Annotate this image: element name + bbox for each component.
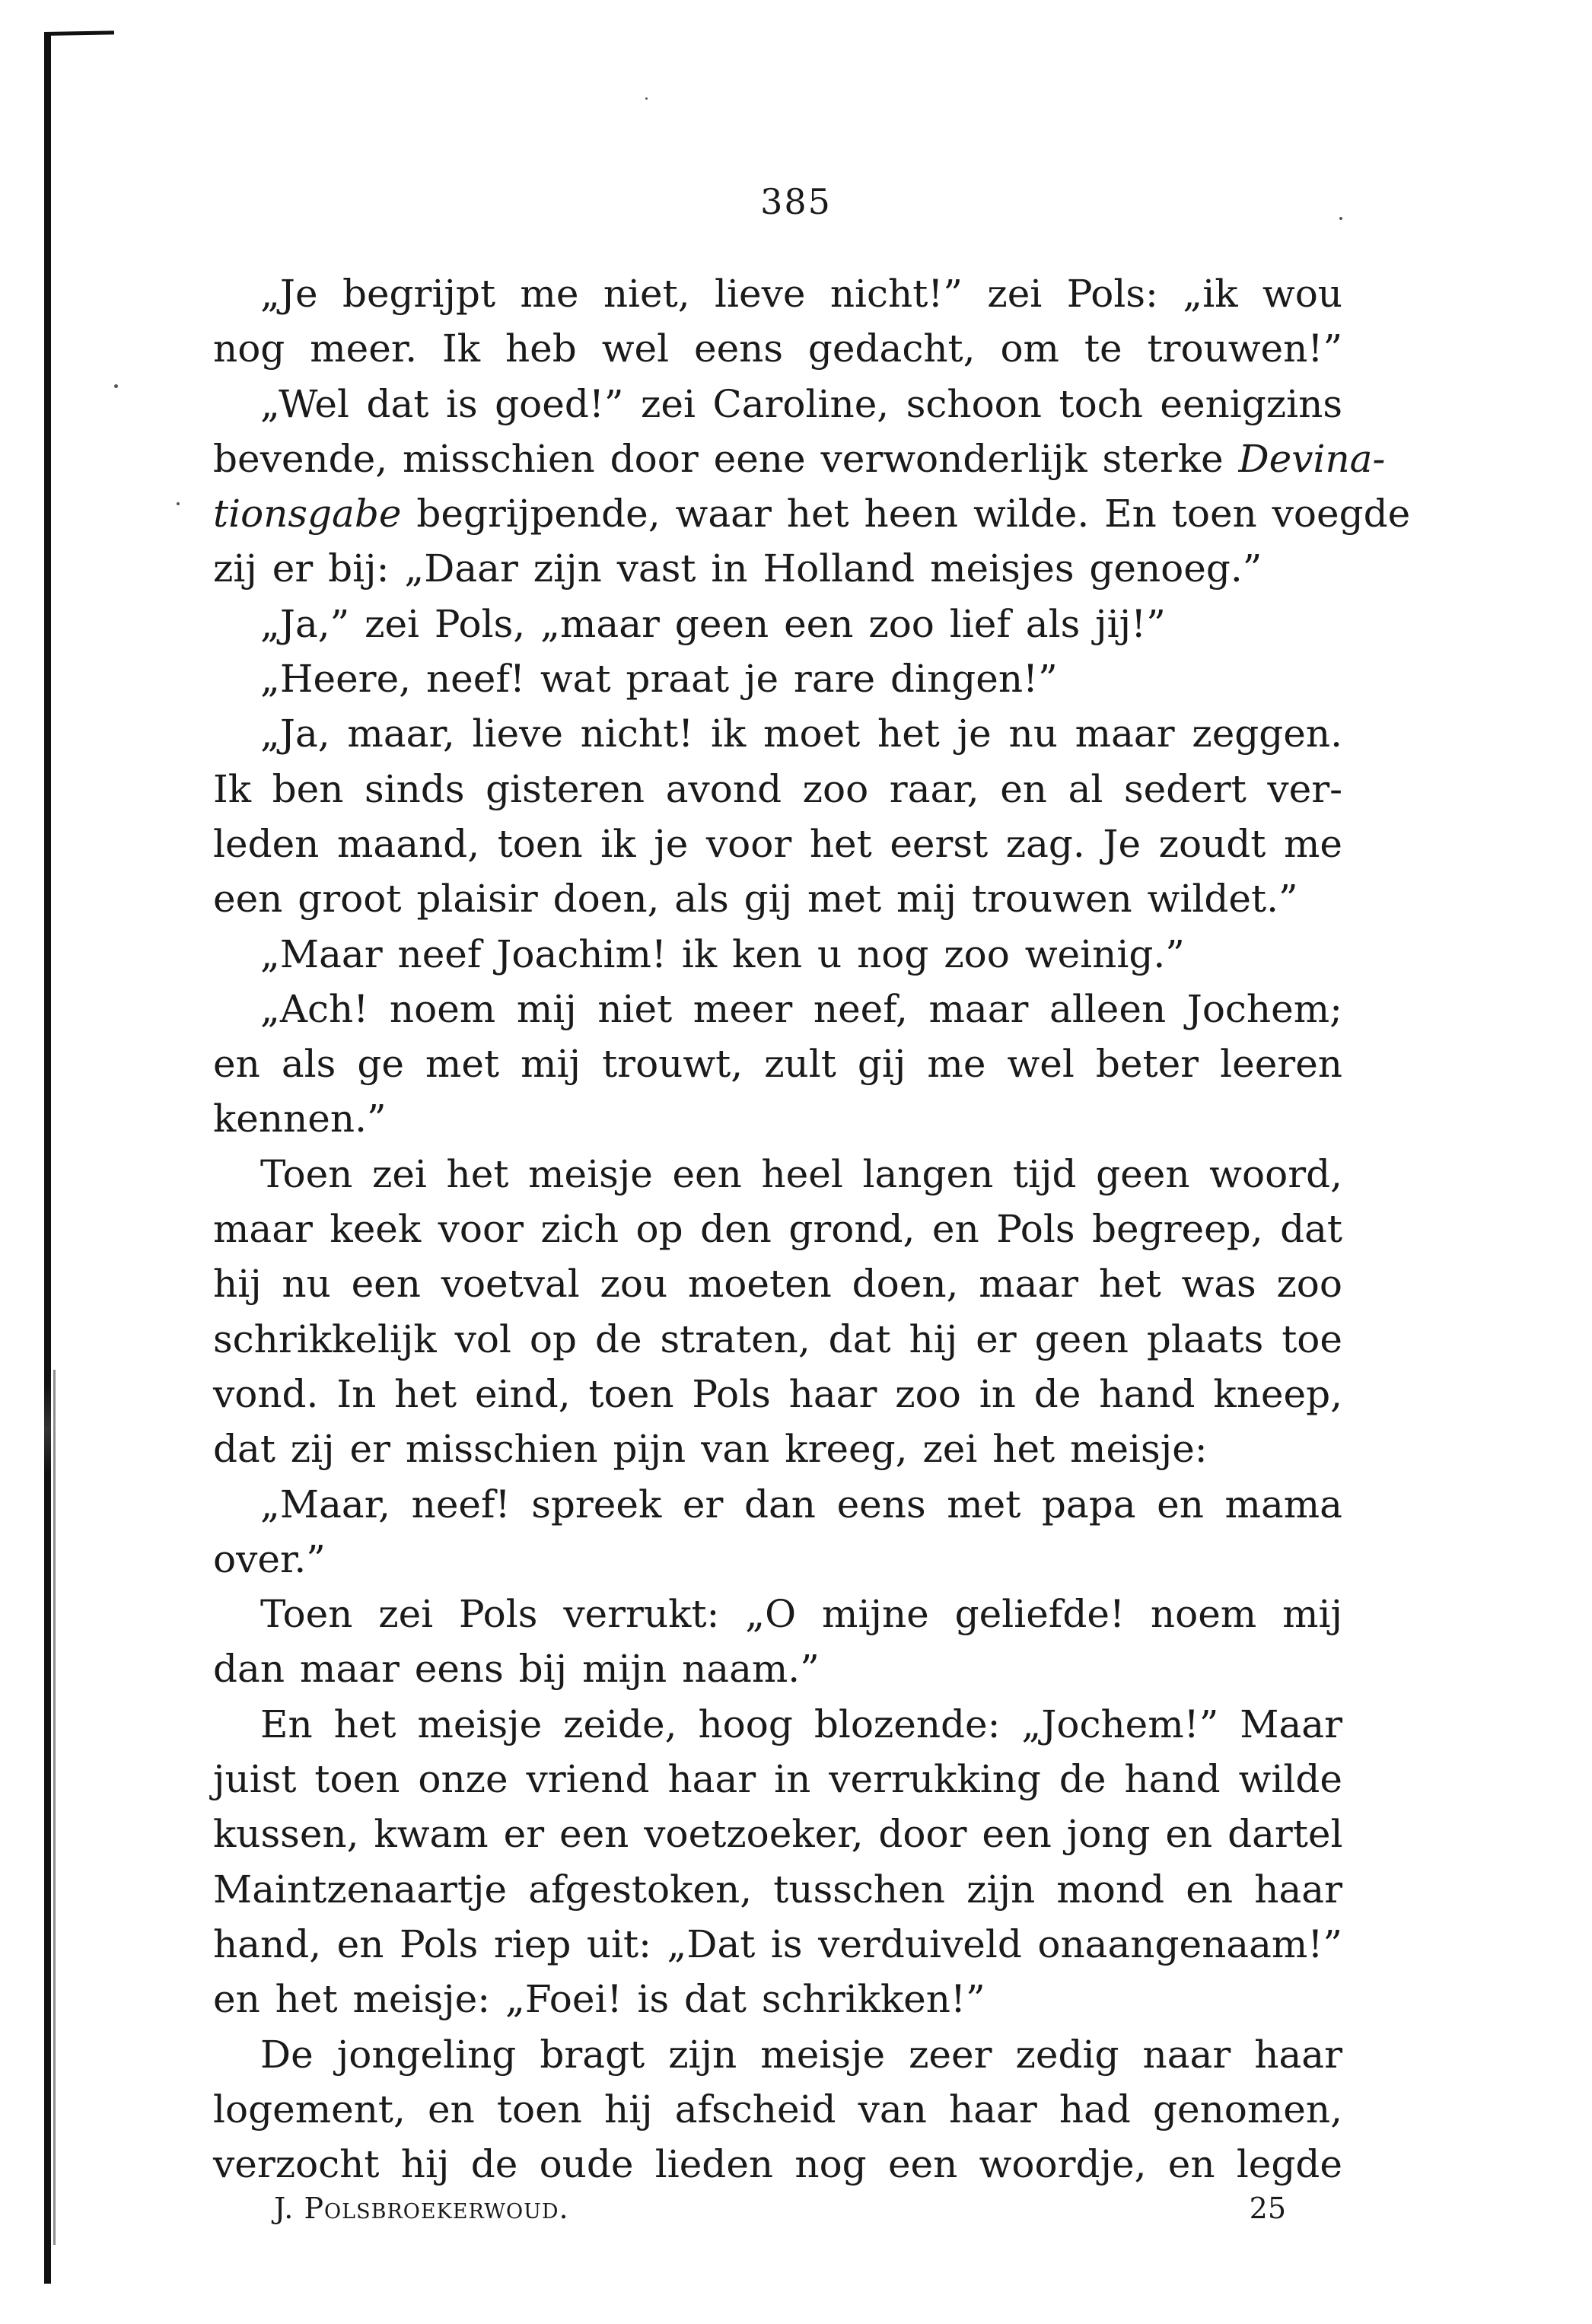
- scan-edge-left: [44, 35, 51, 2284]
- line-text: over.”: [213, 1536, 326, 1581]
- text-line: [213, 1862, 1342, 1917]
- line-text: „Heere, neef! wat praat je rare dingen!”: [260, 657, 1058, 702]
- signature-name: Polsbroekerwoud.: [304, 2192, 569, 2225]
- page-number: 385: [760, 181, 832, 222]
- text-line: [213, 431, 1386, 486]
- line-text: vond. In het eind, toen Pols haar zoo in de hand kneep,: [213, 1371, 1342, 1416]
- line-text: „Maar, neef! spreek er dan eens met papa en mama: [260, 1482, 1342, 1527]
- line-text: kussen, kwam er een voetzoeker, door een jong en dartel: [213, 1812, 1343, 1857]
- italic-term: tionsgabe: [213, 492, 402, 536]
- text-line: [213, 486, 1411, 541]
- body-text: [213, 266, 1411, 2192]
- text-line: [213, 927, 1342, 982]
- line-text: hand, en Pols riep uit: „Dat is verduiveld onaangenaam!”: [213, 1921, 1342, 1966]
- text-line: [213, 2137, 1342, 2192]
- line-text: Toen zei Pols verrukt: „O mijne geliefde! noem mij: [260, 1592, 1342, 1637]
- text-line: [213, 1091, 1342, 1146]
- line-text: leden maand, toen ik je voor het eerst zag. Je zoudt me: [213, 821, 1342, 866]
- text-line: [213, 2027, 1342, 2082]
- text-line: [213, 1036, 1342, 1091]
- signature-initial: J.: [274, 2192, 295, 2225]
- line-text: kennen.”: [213, 1097, 387, 1141]
- text-line: [213, 1587, 1342, 1641]
- text-line: [213, 651, 1342, 706]
- signature-mark: [274, 2192, 569, 2225]
- line-text: De jongeling bragt zijn meisje zeer zedig naar haar: [260, 2032, 1342, 2077]
- text-line: [213, 1697, 1342, 1752]
- sheet-number: 25: [1249, 2192, 1286, 2225]
- line-text: verzocht hij de oude lieden nog een woordje, en legde: [213, 2142, 1342, 2187]
- text-line: [213, 1532, 1342, 1587]
- text-line: [213, 1421, 1342, 1476]
- line-text: „Ach! noem mij niet meer neef, maar alleen Jochem;: [260, 986, 1342, 1031]
- line-text: dan maar eens bij mijn naam.”: [213, 1647, 820, 1692]
- line-text: en het meisje: „Foei! is dat schrikken!”: [213, 1977, 985, 2022]
- text-line: [213, 1202, 1342, 1256]
- text-line: [213, 1312, 1342, 1367]
- line-text: Toen zei het meisje een heel langen tijd geen woord,: [260, 1151, 1342, 1196]
- text-line: [213, 1477, 1342, 1532]
- line-text: „Je begrijpt me niet, lieve nicht!” zei Pols: „ik wou: [260, 272, 1342, 316]
- text-line: [213, 266, 1342, 321]
- line-text: schrikkelijk vol op de straten, dat hij er geen plaats toe: [213, 1316, 1342, 1361]
- line-text: hij nu een voetval zou moeten doen, maar het was zoo: [213, 1262, 1342, 1307]
- text-line: [213, 706, 1342, 761]
- text-line: [213, 1367, 1342, 1421]
- text-line: [213, 982, 1342, 1036]
- text-line: [213, 817, 1342, 871]
- line-text: een groot plaisir doen, als gij met mij trouwen wildet.”: [213, 877, 1298, 922]
- text-line: [213, 1807, 1342, 1861]
- scan-edge-top: [44, 30, 114, 36]
- line-text: bevende, misschien door eene verwonderlijk sterke: [213, 436, 1239, 481]
- line-text: logement, en toen hij afscheid van haar had genomen,: [213, 2087, 1342, 2131]
- text-line: [213, 1641, 1342, 1696]
- text-line: [213, 541, 1342, 596]
- scan-speck: [645, 97, 648, 100]
- line-text: nog meer. Ik heb wel eens gedacht, om te trouwen!”: [213, 326, 1342, 371]
- line-text: „Wel dat is goed!” zei Caroline, schoon toch eenigzins: [260, 381, 1342, 426]
- scan-speck: [177, 502, 180, 505]
- text-line: [213, 1256, 1342, 1311]
- text-line: [213, 1917, 1342, 1972]
- text-line: [213, 1147, 1342, 1202]
- line-text: En het meisje zeide, hoog blozende: „Jochem!” Maar: [260, 1702, 1342, 1746]
- text-line: [213, 1972, 1342, 2026]
- text-line: [213, 871, 1342, 926]
- text-line: [213, 2082, 1342, 2137]
- line-text: en als ge met mij trouwt, zult gij me wel beter leeren: [213, 1042, 1342, 1087]
- line-text: „Ja,” zei Pols, „maar geen een zoo lief als jij!”: [260, 601, 1166, 646]
- text-line: [213, 762, 1342, 817]
- line-text: Maintzenaartje afgestoken, tusschen zijn mond en haar: [213, 1867, 1342, 1912]
- text-line: [213, 377, 1342, 431]
- text-line: [213, 321, 1342, 376]
- scan-edge-left-shadow: [53, 1370, 56, 2245]
- line-text: maar keek voor zich op den grond, en Pols begreep, dat: [213, 1207, 1342, 1252]
- page-footer: [274, 2192, 1286, 2237]
- line-text: juist toen onze vriend haar in verrukking de hand wilde: [213, 1757, 1342, 1802]
- italic-term: Devina-: [1238, 436, 1386, 481]
- line-text: begrijpende, waar het heen wilde. En toen voegde: [401, 492, 1411, 536]
- scan-speck: [114, 384, 118, 388]
- line-text: zij er bij: „Daar zijn vast in Holland meisjes genoeg.”: [213, 546, 1262, 591]
- text-line: [213, 1752, 1342, 1807]
- line-text: „Maar neef Joachim! ik ken u nog zoo weinig.”: [260, 931, 1185, 976]
- text-line: [213, 597, 1342, 651]
- line-text: Ik ben sinds gisteren avond zoo raar, en al sedert ver-: [213, 766, 1342, 811]
- line-text: „Ja, maar, lieve nicht! ik moet het je nu maar zeggen.: [260, 712, 1342, 756]
- line-text: dat zij er misschien pijn van kreeg, zei het meisje:: [213, 1427, 1208, 1472]
